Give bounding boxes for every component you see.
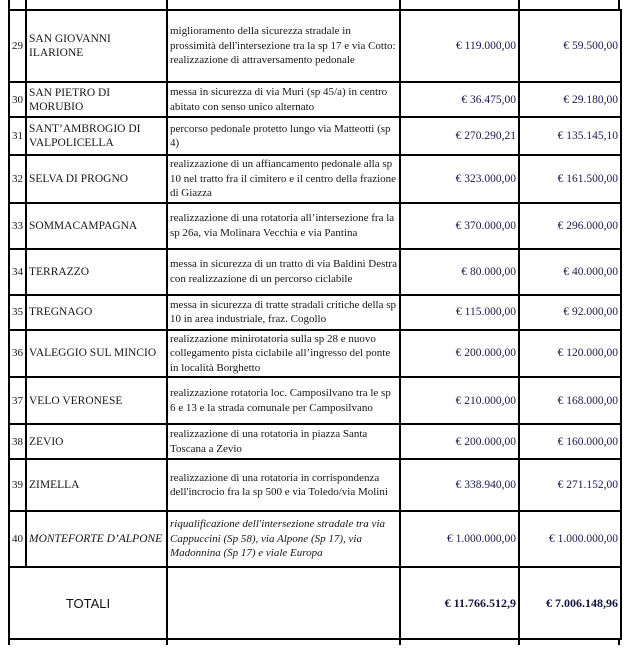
row-number: 36: [9, 330, 26, 378]
table-row: [9, 155, 621, 203]
row-number: 32: [9, 155, 26, 203]
table-border-stub: [166, 0, 168, 9]
amount1-cell: € 323.000,00: [400, 155, 519, 203]
amount2-cell: € 135.145,10: [519, 117, 621, 155]
municipality-cell: MONTEFORTE D’ALPONE: [26, 511, 167, 567]
table-row: [9, 82, 621, 117]
amount1-cell: € 370.000,00: [400, 203, 519, 249]
amount2-cell: € 29.180,00: [519, 82, 621, 117]
row-number: 33: [9, 203, 26, 249]
amount2-cell: € 271.152,00: [519, 459, 621, 511]
table-row: [9, 295, 621, 330]
table-row: [9, 249, 621, 295]
amount1-cell: € 80.000,00: [400, 249, 519, 295]
amount1-cell: € 210.000,00: [400, 377, 519, 424]
table-border-stub: [518, 0, 520, 9]
municipality-cell: SAN GIOVANNI ILARIONE: [26, 10, 167, 82]
description-cell: realizzazione rotatoria loc. Camposilvano tra le sp 6 e 13 e la strada comunale per Camposilvano: [167, 377, 400, 424]
amount2-cell: € 40.000,00: [519, 249, 621, 295]
municipality-cell: TERRAZZO: [26, 249, 167, 295]
amount2-cell: € 160.000,00: [519, 424, 621, 459]
row-number: 35: [9, 295, 26, 330]
amount2-cell: € 59.500,00: [519, 10, 621, 82]
row-number: 30: [9, 82, 26, 117]
empty-cell: [167, 567, 400, 639]
table-border-stub: [518, 638, 520, 645]
totals-row: [9, 567, 621, 639]
total-amount2: € 7.006.148,96: [519, 567, 621, 639]
description-cell: miglioramento della sicurezza stradale in prossimità dell'intersezione tra la sp 17 e via Cotto: realizzazione di attraversamento pedonale: [167, 10, 400, 82]
table-border-stub: [618, 0, 620, 9]
table-row: [9, 117, 621, 155]
description-cell: riqualificazione dell'intersezione stradale tra via Cappuccini (Sp 58), via Alpone (Sp 17), via Madonnina (Sp 17) e viale Europa: [167, 511, 400, 567]
amount1-cell: € 200.000,00: [400, 330, 519, 378]
municipality-cell: VELO VERONESE: [26, 377, 167, 424]
table-row: [9, 459, 621, 511]
description-cell: messa in sicurezza di tratte stradali critiche della sp 10 in area industriale, fraz. Cogollo: [167, 295, 400, 330]
row-number: 37: [9, 377, 26, 424]
municipality-cell: ZIMELLA: [26, 459, 167, 511]
table-border-stub: [8, 0, 10, 9]
totals-label: TOTALI: [9, 567, 167, 639]
row-number: 34: [9, 249, 26, 295]
description-cell: realizzazione di una rotatoria in piazza Santa Toscana a Zevio: [167, 424, 400, 459]
table-border-stub: [618, 638, 620, 645]
table-row: [9, 424, 621, 459]
municipality-cell: SOMMACAMPAGNA: [26, 203, 167, 249]
amount2-cell: € 92.000,00: [519, 295, 621, 330]
municipality-cell: SAN PIETRO DI MORUBIO: [26, 82, 167, 117]
table-border-stub: [25, 0, 27, 9]
description-cell: realizzazione di una rotatoria all’intersezione fra la sp 26a, via Molinara Vecchia e via Pantina: [167, 203, 400, 249]
description-cell: percorso pedonale protetto lungo via Matteotti (sp 4): [167, 117, 400, 155]
row-number: 31: [9, 117, 26, 155]
amount1-cell: € 36.475,00: [400, 82, 519, 117]
table-row: [9, 10, 621, 82]
table-border-stub: [399, 638, 401, 645]
amount2-cell: € 161.500,00: [519, 155, 621, 203]
row-number: 39: [9, 459, 26, 511]
amount2-cell: € 120.000,00: [519, 330, 621, 378]
table-row: [9, 203, 621, 249]
description-cell: messa in sicurezza di via Muri (sp 45/a) in centro abitato con senso unico alternato: [167, 82, 400, 117]
description-cell: realizzazione minirotatoria sulla sp 28 e nuovo collegamento pista ciclabile all’ingresso del ponte in località Borghetto: [167, 330, 400, 378]
municipality-cell: TREGNAGO: [26, 295, 167, 330]
description-cell: realizzazione di un affiancamento pedonale alla sp 10 nel tratto fra il cimitero e il centro della frazione di Giazza: [167, 155, 400, 203]
table-border-stub: [166, 638, 168, 645]
amount2-cell: € 168.000,00: [519, 377, 621, 424]
amount1-cell: € 1.000.000,00: [400, 511, 519, 567]
amount1-cell: € 119.000,00: [400, 10, 519, 82]
description-cell: messa in sicurezza di un tratto di via Baldini Destra con realizzazione di un percorso ciclabile: [167, 249, 400, 295]
amount1-cell: € 338.940,00: [400, 459, 519, 511]
municipality-cell: SELVA DI PROGNO: [26, 155, 167, 203]
row-number: 29: [9, 10, 26, 82]
amount1-cell: € 270.290,21: [400, 117, 519, 155]
amount2-cell: € 1.000.000,00: [519, 511, 621, 567]
municipality-cell: VALEGGIO SUL MINCIO: [26, 330, 167, 378]
table-border-stub: [399, 0, 401, 9]
total-amount1: € 11.766.512,9: [400, 567, 519, 639]
table-border-stub: [8, 638, 10, 645]
table-row: [9, 511, 621, 567]
description-cell: realizzazione di una rotatoria in corrispondenza dell'incrocio fra la sp 500 e via Toledo/via Molini: [167, 459, 400, 511]
table-row: [9, 330, 621, 378]
municipality-cell: ZEVIO: [26, 424, 167, 459]
municipality-cell: SANT’AMBROGIO DI VALPOLICELLA: [26, 117, 167, 155]
amount2-cell: € 296.000,00: [519, 203, 621, 249]
funding-table: [8, 9, 622, 640]
amount1-cell: € 200.000,00: [400, 424, 519, 459]
table-row: [9, 377, 621, 424]
amount1-cell: € 115.000,00: [400, 295, 519, 330]
row-number: 38: [9, 424, 26, 459]
row-number: 40: [9, 511, 26, 567]
